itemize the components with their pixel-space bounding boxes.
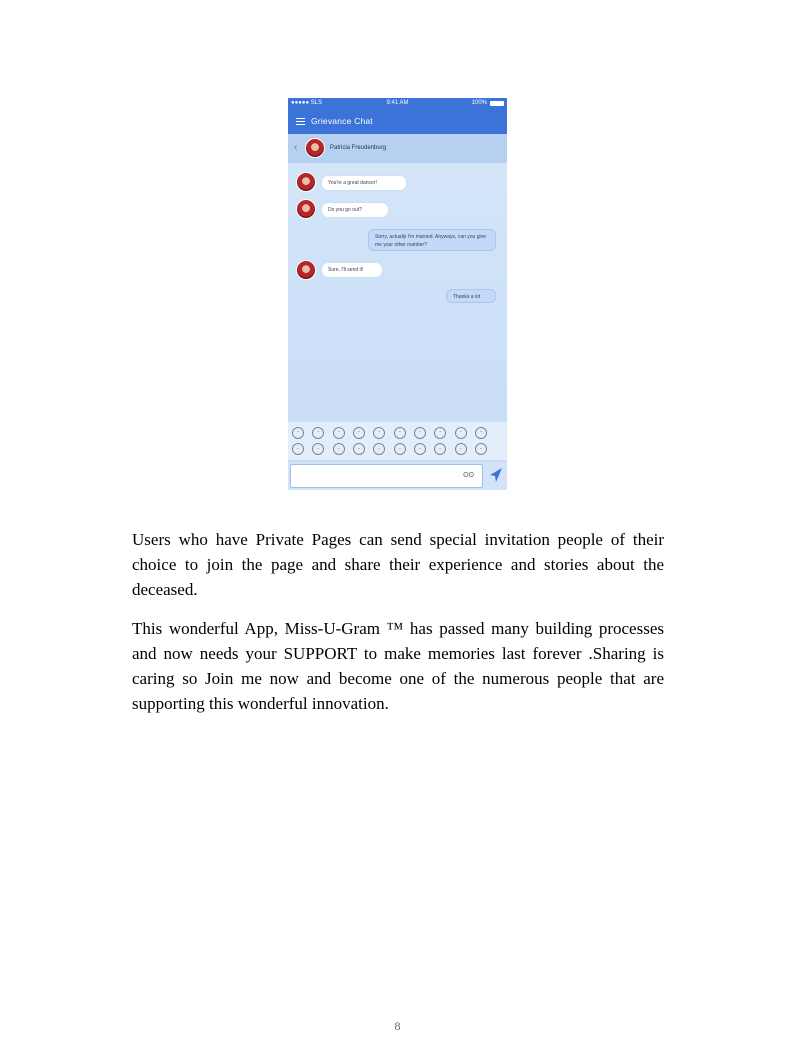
body-paragraph: This wonderful App, Miss-U-Gram ™ has passed many building processes and now needs your SUPPORT to make memories last forever .Sharing is caring so Join me now and become one of the numerous people that are supporting this wonderful innovation. [132,619,664,713]
contact-name: Patricia Freudenburg [330,145,387,151]
carrier-label: ●●●●● SLS [291,100,323,106]
emoji-row [292,427,487,439]
emoji-icon[interactable]: ᵕ [312,443,324,455]
app-screenshot [288,98,507,490]
avatar [296,199,316,219]
emoji-icon[interactable]: ᵕ [414,443,426,455]
status-bar [288,98,507,109]
emoji-icon[interactable]: ᵕ [394,443,406,455]
emoji-icon[interactable]: ᵔ [414,427,426,439]
emoji-icon[interactable]: ᵔ [353,427,365,439]
emoji-keyboard [288,422,507,460]
back-chevron-icon[interactable]: ‹ [294,142,298,153]
message-input[interactable] [290,464,483,488]
contact-bar [288,134,507,163]
battery-percent: 100% [471,100,487,106]
app-title: Grievance Chat [311,116,373,126]
avatar [296,172,316,192]
emoji-icon[interactable]: ᵔ [475,427,487,439]
app-header [288,109,507,134]
emoji-icon[interactable]: ᵔ [333,427,345,439]
status-time: 9:41 AM [386,100,409,106]
message-bubble-in: Sure, I'll send it! [322,263,382,277]
emoji-icon[interactable]: ᵔ [394,427,406,439]
contact-avatar[interactable] [305,138,325,158]
emoji-icon[interactable]: ᵕ [455,443,467,455]
page-number: 8 [394,1019,401,1033]
smiley-icon[interactable]: ʘʘ [463,472,474,479]
emoji-icon[interactable]: ᵕ [292,443,304,455]
emoji-row [292,443,487,455]
emoji-icon[interactable]: ᵔ [373,427,385,439]
message-bubble-in: You're a great dancer! [322,176,406,190]
body-paragraph: Users who have Private Pages can send special invitation people of their choice to join the page and share their experience and stories about the deceased. [132,530,664,599]
message-bubble-out: Sorry, actually I'm married. Anyways, can you give me your other number? [368,229,496,251]
message-composer [288,462,507,490]
emoji-icon[interactable]: ᵔ [292,427,304,439]
emoji-icon[interactable]: ᵕ [373,443,385,455]
message-bubble-out: Thanks a lot [446,289,496,303]
battery-icon [490,101,504,106]
emoji-icon[interactable]: ᵕ [475,443,487,455]
emoji-icon[interactable]: ᵔ [455,427,467,439]
emoji-icon[interactable]: ᵕ [333,443,345,455]
avatar [296,260,316,280]
message-bubble-in: Do you go out? [322,203,388,217]
emoji-icon[interactable]: ᵕ [434,443,446,455]
emoji-icon[interactable]: ᵕ [353,443,365,455]
send-arrow-icon[interactable] [489,467,503,483]
emoji-icon[interactable]: ᵔ [312,427,324,439]
emoji-icon[interactable]: ᵔ [434,427,446,439]
menu-icon[interactable] [296,118,305,125]
